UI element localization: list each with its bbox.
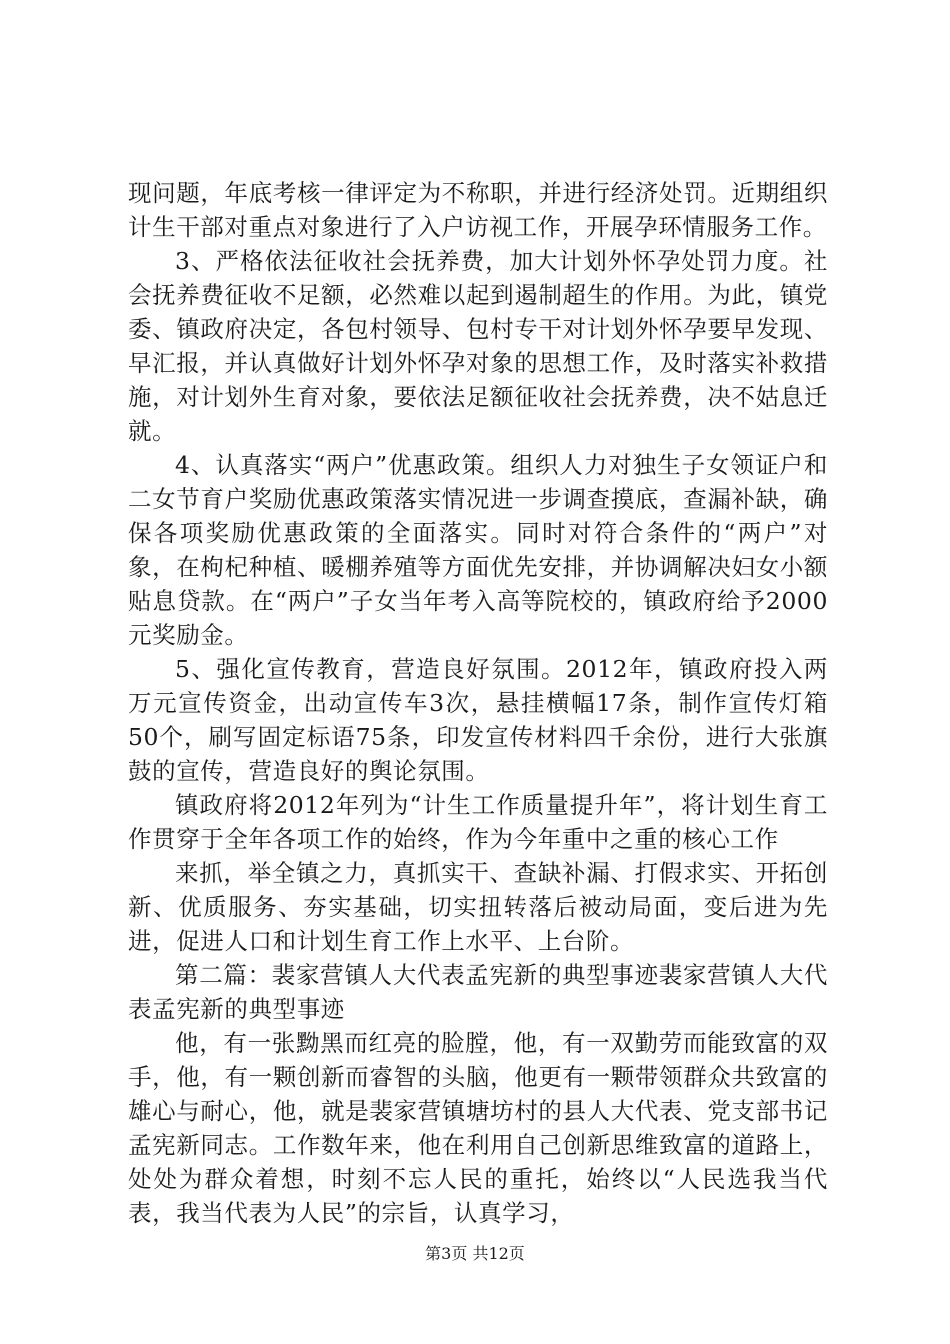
section-heading: 第二篇：裴家营镇人大代表孟宪新的典型事迹裴家营镇人大代表孟宪新的典型事迹: [128, 961, 828, 1023]
paragraph-5: 镇政府将2012年列为“计生工作质量提升年”，将计划生育工作贯穿于全年各项工作的始终，作为今年重中之重的核心工作: [128, 791, 828, 853]
paragraph-8: 他，有一张黝黑而红亮的脸膛，他，有一双勤劳而能致富的双手，他，有一颗创新而睿智的头脑，他更有一颗带领群众共致富的雄心与耐心，他，就是裴家营镇塘坊村的县人大代表、党支部书记孟宪新同志。工作数年来，他在利用自己创新思维致富的道路上，处处为群众着想，时刻不忘人民的重托，始终以“人民选我当代表，我当代表为人民”的宗旨，认真学习，: [128, 1029, 828, 1227]
paragraph-3: 4、认真落实“两户”优惠政策。组织人力对独生子女领证户和二女节育户奖励优惠政策落实情况进一步调查摸底，查漏补缺，确保各项奖励优惠政策的全面落实。同时对符合条件的“两户”对象，在枸杞种植、暖棚养殖等方面优先安排，并协调解决妇女小额贴息贷款。在“两户”子女当年考入高等院校的，镇政府给予2000元奖励金。: [128, 451, 828, 649]
page-number-footer: 第3页 共12页: [425, 1244, 525, 1263]
paragraph-4: 5、强化宣传教育，营造良好氛围。2012年，镇政府投入两万元宣传资金，出动宣传车3次，悬挂横幅17条，制作宣传灯箱50个，刷写固定标语75条，印发宣传材料四千余份，进行大张旗鼓的宣传，营造良好的舆论氛围。: [128, 655, 828, 785]
paragraph-6: 来抓，举全镇之力，真抓实干、查缺补漏、打假求实、开拓创新、优质服务、夯实基础，切实扭转落后被动局面，变后进为先进，促进人口和计划生育工作上水平、上台阶。: [128, 859, 828, 955]
document-body: [128, 176, 828, 1230]
paragraph-2: 3、严格依法征收社会抚养费，加大计划外怀孕处罚力度。社会抚养费征收不足额，必然难以起到遏制超生的作用。为此，镇党委、镇政府决定，各包村领导、包村专干对计划外怀孕要早发现、早汇报，并认真做好计划外怀孕对象的思想工作，及时落实补救措施，对计划外生育对象，要依法足额征收社会抚养费，决不姑息迁就。: [128, 247, 828, 445]
paragraph-1: 现问题，年底考核一律评定为不称职，并进行经济处罚。近期组织计生干部对重点对象进行了入户访视工作，开展孕环情服务工作。: [128, 179, 828, 241]
